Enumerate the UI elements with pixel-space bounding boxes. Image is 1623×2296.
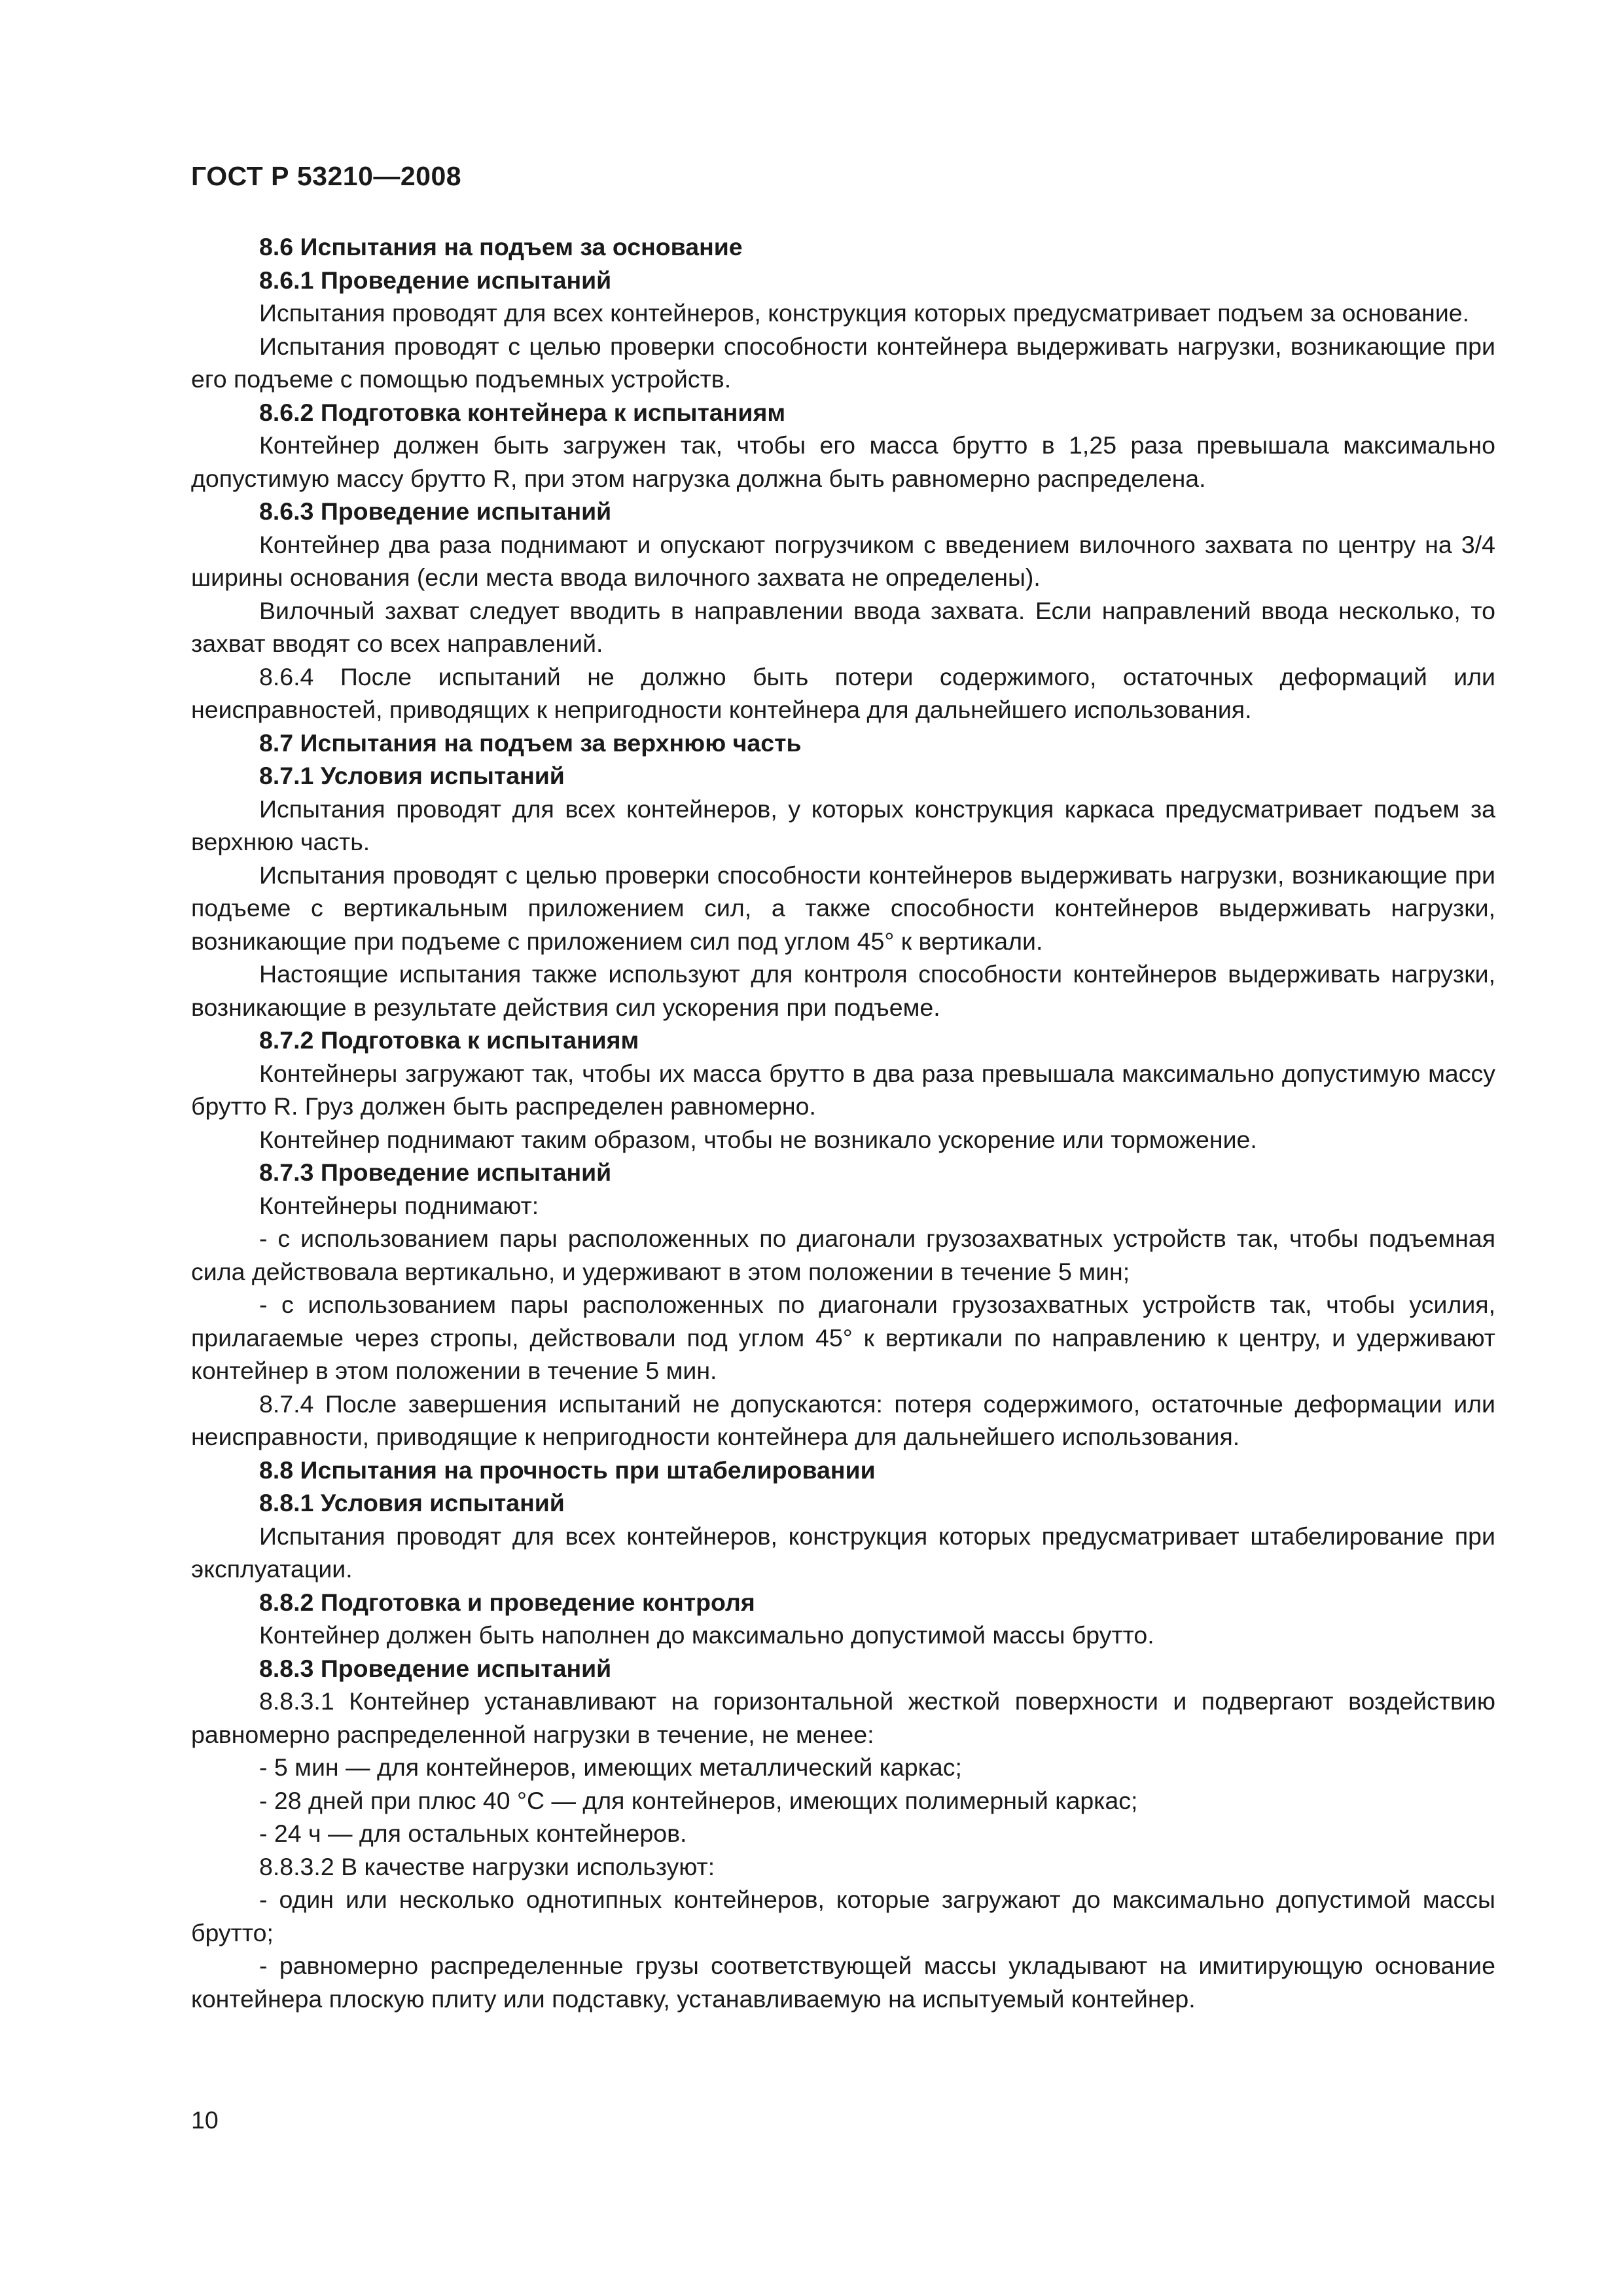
section-heading: 8.7.2 Подготовка к испытаниям (259, 1026, 639, 1054)
body-paragraph: 8.8.3.2 В качестве нагрузки используют: (259, 1852, 715, 1880)
body-paragraph: Испытания проводят для всех контейнеров, у которых конструкция каркаса предусматривает подъем за верхнюю часть. (191, 795, 1495, 855)
body-paragraph: - равномерно распределенные грузы соответствующей массы укладывают на имитирующую основание контейнера плоскую плиту или подставку, устанавливаемую на испытуемый контейнер. (191, 1952, 1495, 2013)
section-heading: 8.8.3 Проведение испытаний (259, 1654, 612, 1682)
section-heading: 8.6 Испытания на подъем за основание (259, 233, 743, 260)
section-heading: 8.8 Испытания на прочность при штабелировании (259, 1456, 876, 1484)
body-paragraph: - 5 мин — для контейнеров, имеющих металлический каркас; (259, 1753, 962, 1781)
body-paragraph: Испытания проводят с целью проверки способности контейнеров выдерживать нагрузки, возникающие при подъеме с вертикальным приложением сил, а также способности контейнеров выдерживать нагрузки, возникающие при подъеме с приложением сил под углом 45° к вертикали. (191, 861, 1495, 955)
body-paragraph: Контейнеры поднимают: (259, 1191, 539, 1219)
section-heading: 8.6.1 Проведение испытаний (259, 266, 612, 294)
body-paragraph: 8.7.4 После завершения испытаний не допускаются: потеря содержимого, остаточные деформации или неисправности, приводящие к непригодности контейнера для дальнейшего использования. (191, 1390, 1495, 1450)
body-paragraph: - один или несколько однотипных контейнеров, которые загружают до максимально допустимой массы брутто; (191, 1886, 1495, 1946)
section-heading: 8.7.3 Проведение испытаний (259, 1158, 612, 1186)
standard-code-header: ГОСТ Р 53210—2008 (191, 161, 462, 191)
body-paragraph: Испытания проводят для всех контейнеров, конструкция которых предусматривает подъем за основание. (259, 299, 1470, 327)
body-paragraph: Вилочный захват следует вводить в направлении ввода захвата. Если направлений ввода несколько, то захват вводят со всех направлений. (191, 596, 1495, 657)
section-heading: 8.8.1 Условия испытаний (259, 1489, 565, 1516)
body-paragraph: Контейнер поднимают таким образом, чтобы не возникало ускорение или торможение. (259, 1125, 1257, 1153)
section-heading: 8.8.2 Подготовка и проведение контроля (259, 1588, 755, 1616)
body-paragraph: 8.8.3.1 Контейнер устанавливают на горизонтальной жесткой поверхности и подвергают воздействию равномерно распределенной нагрузки в течение, не менее: (191, 1687, 1495, 1748)
section-heading: 8.7 Испытания на подъем за верхнюю часть (259, 728, 802, 757)
body-paragraph: Контейнер должен быть наполнен до максимально допустимой массы брутто. (259, 1621, 1154, 1649)
section-heading: 8.6.3 Проведение испытаний (259, 497, 612, 525)
body-paragraph: Настоящие испытания также используют для контроля способности контейнеров выдерживать нагрузки, возникающие в результате действия сил ускорения при подъеме. (191, 960, 1495, 1021)
body-paragraph: Испытания проводят для всех контейнеров, конструкция которых предусматривает штабелирование при эксплуатации. (191, 1522, 1495, 1583)
body-paragraph: - с использованием пары расположенных по диагонали грузозахватных устройств так, чтобы подъемная сила действовала вертикально, и удерживают в этом положении в течение 5 мин; (191, 1225, 1495, 1285)
document-body (191, 230, 1495, 2015)
body-paragraph: Контейнер должен быть загружен так, чтобы его масса брутто в 1,25 раза превышала максимально допустимую массу брутто R, при этом нагрузка должна быть равномерно распределена. (191, 431, 1495, 492)
section-heading: 8.7.1 Условия испытаний (259, 762, 565, 789)
body-paragraph: 8.6.4 После испытаний не должно быть потери содержимого, остаточных деформаций или неисправностей, приводящих к непригодности контейнера для дальнейшего использования. (191, 662, 1495, 723)
page-number: 10 (191, 2106, 219, 2134)
section-heading: 8.6.2 Подготовка контейнера к испытаниям (259, 398, 786, 426)
body-paragraph: - 24 ч — для остальных контейнеров. (259, 1820, 687, 1847)
body-paragraph: - с использованием пары расположенных по диагонали грузозахватных устройств так, чтобы усилия, прилагаемые через стропы, действовали под углом 45° к вертикали по направлению к центру, и удерживают контейнер в этом положении в течение 5 мин. (191, 1291, 1495, 1384)
body-paragraph: Контейнеры загружают так, чтобы их масса брутто в два раза превышала максимально допустимую массу брутто R. Груз должен быть распределен равномерно. (191, 1059, 1495, 1120)
body-paragraph: Испытания проводят с целью проверки способности контейнера выдерживать нагрузки, возникающие при его подъеме с помощью подъемных устройств. (191, 332, 1495, 393)
body-paragraph: - 28 дней при плюс 40 °С — для контейнеров, имеющих полимерный каркас; (259, 1786, 1138, 1814)
body-paragraph: Контейнер два раза поднимают и опускают погрузчиком с введением вилочного захвата по центру на 3/4 ширины основания (если места ввода вилочного захвата не определены). (191, 530, 1495, 591)
